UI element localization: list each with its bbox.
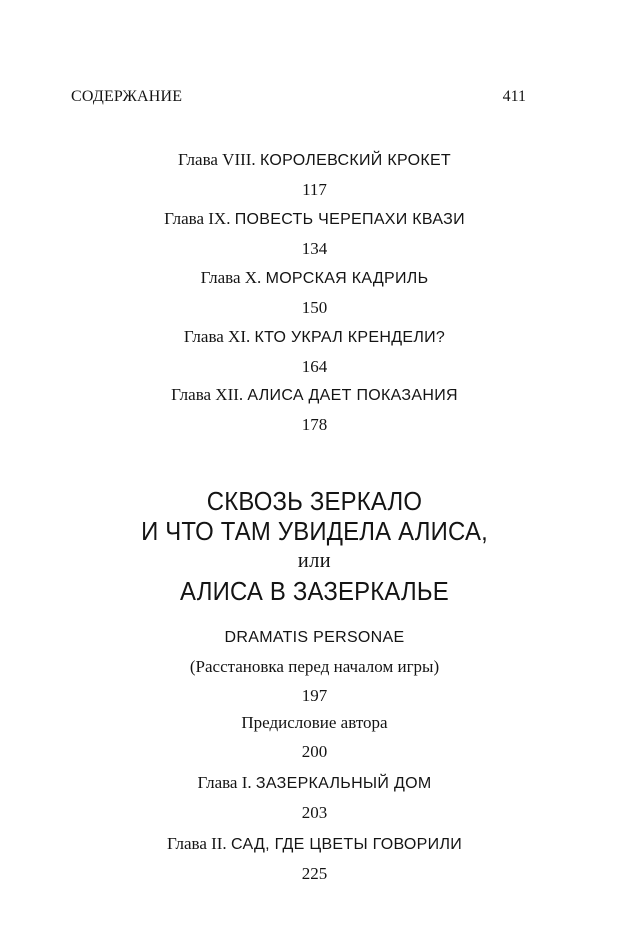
toc-entry-chapter-2: [0, 833, 629, 885]
chapter-label: Глава I.: [197, 773, 252, 792]
chapter-label: Глава XI.: [183, 327, 251, 346]
toc-entry-heading: [0, 208, 629, 231]
section-page: 197: [301, 686, 328, 705]
chapter-label: Глава II.: [166, 834, 227, 853]
toc-entry-chapter-12: [0, 384, 629, 436]
chapter-title: САД, ГДЕ ЦВЕТЫ ГОВОРИЛИ: [230, 836, 463, 853]
chapter-label: Глава VIII.: [178, 150, 256, 169]
toc-entry-heading: [0, 626, 629, 649]
chapter-page: 164: [301, 357, 328, 376]
chapter-page: 225: [301, 864, 328, 883]
chapter-label: Глава X.: [200, 268, 262, 287]
book-title-conjunction: или: [297, 547, 332, 572]
book-title: [0, 486, 629, 606]
section-title: DRAMATIS PERSONAE: [224, 629, 405, 646]
toc-entry-dramatis-personae: [0, 626, 629, 707]
chapter-page: 178: [301, 415, 328, 434]
chapter-label: Глава IX.: [164, 209, 231, 228]
book-title-line-2: И ЧТО ТАМ УВИДЕЛА АЛИСА,: [141, 516, 488, 546]
toc-entry-chapter-11: [0, 326, 629, 378]
page-number: 411: [502, 88, 526, 105]
section-subtitle: (Расстановка перед началом игры): [189, 657, 440, 676]
section-title: Предисловие автора: [241, 713, 388, 732]
book-title-line-1: СКВОЗЬ ЗЕРКАЛО: [206, 486, 423, 516]
toc-entry-chapter-1: [0, 772, 629, 824]
chapter-title: КОРОЛЕВСКИЙ КРОКЕТ: [259, 152, 451, 169]
book-title-line-4: АЛИСА В ЗАЗЕРКАЛЬЕ: [180, 576, 449, 606]
toc-entry-heading: [0, 149, 629, 172]
toc-entry-chapter-8: [0, 149, 629, 201]
toc-entry-heading: [0, 384, 629, 407]
toc-entry-chapter-9: [0, 208, 629, 260]
running-head-title: СОДЕРЖАНИЕ: [71, 88, 183, 105]
running-head: [71, 88, 526, 112]
chapter-label: Глава XII.: [171, 385, 244, 404]
chapter-title: МОРСКАЯ КАДРИЛЬ: [265, 270, 429, 287]
toc-entry-preface: [0, 712, 629, 763]
chapter-page: 117: [302, 180, 327, 199]
chapter-title: ПОВЕСТЬ ЧЕРЕПАХИ КВАЗИ: [234, 211, 465, 228]
chapter-page: 134: [301, 239, 328, 258]
section-page: 200: [301, 742, 328, 761]
toc-entry-heading: [0, 772, 629, 795]
toc-entry-heading: [0, 712, 629, 734]
toc-entry-chapter-10: [0, 267, 629, 319]
chapter-page: 150: [301, 298, 328, 317]
chapter-title: АЛИСА ДАЕТ ПОКАЗАНИЯ: [247, 387, 458, 404]
chapter-title: КТО УКРАЛ КРЕНДЕЛИ?: [254, 329, 446, 346]
chapter-page: 203: [301, 803, 328, 822]
toc-entry-heading: [0, 326, 629, 349]
toc-entry-heading: [0, 267, 629, 290]
chapter-title: ЗАЗЕРКАЛЬНЫЙ ДОМ: [255, 775, 432, 792]
toc-entry-heading: [0, 833, 629, 856]
